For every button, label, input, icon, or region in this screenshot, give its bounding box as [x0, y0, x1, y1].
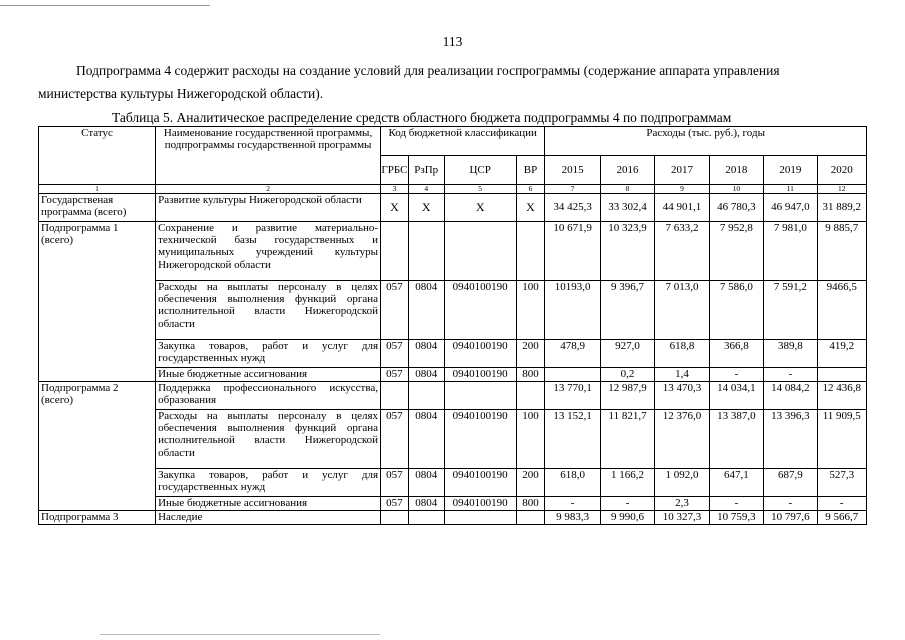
row-value: 34 425,3: [545, 194, 600, 222]
row-value: 10193,0: [545, 281, 600, 340]
row-csr: 0940100190: [444, 368, 516, 382]
row-value: 618,8: [655, 340, 709, 368]
column-number: 7: [545, 185, 600, 194]
row-value: 10 797,6: [764, 511, 817, 525]
row-value: -: [709, 368, 763, 382]
row-value: 13 152,1: [545, 410, 600, 469]
header-row-1: [39, 127, 867, 156]
row-value: 7 013,0: [655, 281, 709, 340]
row-vr: 100: [516, 281, 545, 340]
column-number: 1: [39, 185, 156, 194]
row-value: 46 947,0: [764, 194, 817, 222]
row-name: Поддержка профессионального искусства, образования: [156, 382, 381, 410]
row-value: 14 034,1: [709, 382, 763, 410]
row-value: -: [600, 497, 654, 511]
column-number: 10: [709, 185, 763, 194]
row-grbs: [381, 382, 409, 410]
header-year: 2016: [600, 156, 654, 185]
row-csr: 0940100190: [444, 281, 516, 340]
row-grbs: [381, 222, 409, 281]
table-row: [39, 382, 867, 410]
row-value: 618,0: [545, 469, 600, 497]
row-csr: Х: [444, 194, 516, 222]
table-row: [39, 368, 867, 382]
row-value: 13 770,1: [545, 382, 600, 410]
row-value: -: [709, 497, 763, 511]
row-rzpr: [408, 382, 444, 410]
row-rzpr: [408, 511, 444, 525]
row-vr: [516, 222, 545, 281]
column-number: 2: [156, 185, 381, 194]
row-name: Закупка товаров, работ и услуг для государственных нужд: [156, 340, 381, 368]
column-number-row: [39, 185, 867, 194]
row-value: 13 396,3: [764, 410, 817, 469]
header-year: 2017: [655, 156, 709, 185]
row-value: 2,3: [655, 497, 709, 511]
table-row: [39, 469, 867, 497]
row-value: 11 821,7: [600, 410, 654, 469]
header-grbs: ГРБС: [381, 156, 409, 185]
row-vr: [516, 382, 545, 410]
table-row: [39, 340, 867, 368]
row-name: Расходы на выплаты персоналу в целях обеспечения выполнения функций органа исполнительной власти Нижегородской области: [156, 281, 381, 340]
header-csr: ЦСР: [444, 156, 516, 185]
row-value: 9 396,7: [600, 281, 654, 340]
row-name: Наследие: [156, 511, 381, 525]
column-number: 3: [381, 185, 409, 194]
column-number: 11: [764, 185, 817, 194]
row-vr: 800: [516, 497, 545, 511]
row-rzpr: Х: [408, 194, 444, 222]
table-row: [39, 511, 867, 525]
row-vr: 200: [516, 469, 545, 497]
row-value: 10 759,3: [709, 511, 763, 525]
row-value: 44 901,1: [655, 194, 709, 222]
header-rzpr: РзПр: [408, 156, 444, 185]
row-value: [817, 368, 866, 382]
row-rzpr: 0804: [408, 281, 444, 340]
column-number: 4: [408, 185, 444, 194]
row-value: 10 323,9: [600, 222, 654, 281]
row-csr: 0940100190: [444, 340, 516, 368]
table-caption: Таблица 5. Аналитическое распределение средств областного бюджета подпрограммы 4 по подпрограммам: [112, 110, 732, 125]
header-year: 2015: [545, 156, 600, 185]
row-grbs: Х: [381, 194, 409, 222]
column-number: 5: [444, 185, 516, 194]
row-grbs: 057: [381, 368, 409, 382]
row-value: 9 885,7: [817, 222, 866, 281]
row-grbs: 057: [381, 340, 409, 368]
header-expenses: Расходы (тыс. руб.), годы: [545, 127, 867, 156]
row-value: 31 889,2: [817, 194, 866, 222]
header-year: 2019: [764, 156, 817, 185]
intro-line-1: Подпрограмма 4 содержит расходы на создание условий для реализации госпрограммы (содержание аппарата управления: [76, 63, 780, 78]
row-rzpr: 0804: [408, 340, 444, 368]
row-name: Иные бюджетные ассигнования: [156, 368, 381, 382]
row-name: Закупка товаров, работ и услуг для государственных нужд: [156, 469, 381, 497]
header-year: 2018: [709, 156, 763, 185]
row-name: Иные бюджетные ассигнования: [156, 497, 381, 511]
intro-line-2: министерства культуры Нижегородской области).: [38, 86, 324, 101]
row-value: 0,2: [600, 368, 654, 382]
row-value: 7 633,2: [655, 222, 709, 281]
row-grbs: 057: [381, 469, 409, 497]
row-value: 33 302,4: [600, 194, 654, 222]
row-value: 12 436,8: [817, 382, 866, 410]
row-vr: Х: [516, 194, 545, 222]
row-status: Государственая программа (всего): [39, 194, 156, 222]
row-value: -: [764, 497, 817, 511]
row-rzpr: [408, 222, 444, 281]
row-name: Сохранение и развитие материально-технической базы государственных и муниципальных учреждений культуры Нижегородской области: [156, 222, 381, 281]
row-csr: [444, 382, 516, 410]
row-value: 1,4: [655, 368, 709, 382]
row-value: 10 327,3: [655, 511, 709, 525]
table-row: [39, 497, 867, 511]
row-value: 14 084,2: [764, 382, 817, 410]
row-csr: [444, 222, 516, 281]
row-status: Подпрограмма 1 (всего): [39, 222, 156, 382]
row-name: Развитие культуры Нижегородской области: [156, 194, 381, 222]
row-value: -: [817, 497, 866, 511]
header-status: Статус: [39, 127, 156, 185]
row-value: 9 983,3: [545, 511, 600, 525]
row-rzpr: 0804: [408, 497, 444, 511]
row-value: 7 591,2: [764, 281, 817, 340]
header-name: Наименование государственной программы, подпрограммы государственной программы: [156, 127, 381, 185]
row-value: 419,2: [817, 340, 866, 368]
row-value: 366,8: [709, 340, 763, 368]
row-grbs: 057: [381, 497, 409, 511]
row-value: 12 987,9: [600, 382, 654, 410]
row-value: 11 909,5: [817, 410, 866, 469]
row-value: 7 586,0: [709, 281, 763, 340]
row-value: 10 671,9: [545, 222, 600, 281]
row-vr: 800: [516, 368, 545, 382]
row-csr: 0940100190: [444, 497, 516, 511]
row-grbs: [381, 511, 409, 525]
row-vr: 200: [516, 340, 545, 368]
row-value: 647,1: [709, 469, 763, 497]
row-value: 9 990,6: [600, 511, 654, 525]
row-value: 687,9: [764, 469, 817, 497]
row-value: 46 780,3: [709, 194, 763, 222]
column-number: 12: [817, 185, 866, 194]
row-csr: 0940100190: [444, 410, 516, 469]
row-value: 1 166,2: [600, 469, 654, 497]
row-value: 527,3: [817, 469, 866, 497]
row-value: 7 952,8: [709, 222, 763, 281]
table-row: [39, 222, 867, 281]
column-number: 6: [516, 185, 545, 194]
budget-table: [38, 126, 867, 525]
header-year: 2020: [817, 156, 866, 185]
row-value: 13 387,0: [709, 410, 763, 469]
table-row: [39, 194, 867, 222]
row-value: 1 092,0: [655, 469, 709, 497]
row-csr: 0940100190: [444, 469, 516, 497]
row-value: 13 470,3: [655, 382, 709, 410]
row-vr: [516, 511, 545, 525]
row-vr: 100: [516, 410, 545, 469]
row-value: 7 981,0: [764, 222, 817, 281]
page-number: 113: [442, 34, 463, 49]
row-value: 9 566,7: [817, 511, 866, 525]
row-value: 12 376,0: [655, 410, 709, 469]
row-value: -: [764, 368, 817, 382]
row-value: 478,9: [545, 340, 600, 368]
row-rzpr: 0804: [408, 410, 444, 469]
row-rzpr: 0804: [408, 368, 444, 382]
column-number: 8: [600, 185, 654, 194]
header-code: Код бюджетной классификации: [381, 127, 545, 156]
column-number: 9: [655, 185, 709, 194]
row-csr: [444, 511, 516, 525]
top-rule: [0, 5, 210, 6]
row-value: 927,0: [600, 340, 654, 368]
table-row: [39, 410, 867, 469]
header-vr: ВР: [516, 156, 545, 185]
row-rzpr: 0804: [408, 469, 444, 497]
row-status: Подпрограмма 3: [39, 511, 156, 525]
row-value: [545, 368, 600, 382]
row-name: Расходы на выплаты персоналу в целях обеспечения выполнения функций органа исполнительной власти Нижегородской области: [156, 410, 381, 469]
row-grbs: 057: [381, 410, 409, 469]
table-row: [39, 281, 867, 340]
row-value: 9466,5: [817, 281, 866, 340]
row-value: 389,8: [764, 340, 817, 368]
row-value: -: [545, 497, 600, 511]
bottom-rule: [100, 634, 380, 635]
row-status: Подпрограмма 2 (всего): [39, 382, 156, 511]
row-grbs: 057: [381, 281, 409, 340]
